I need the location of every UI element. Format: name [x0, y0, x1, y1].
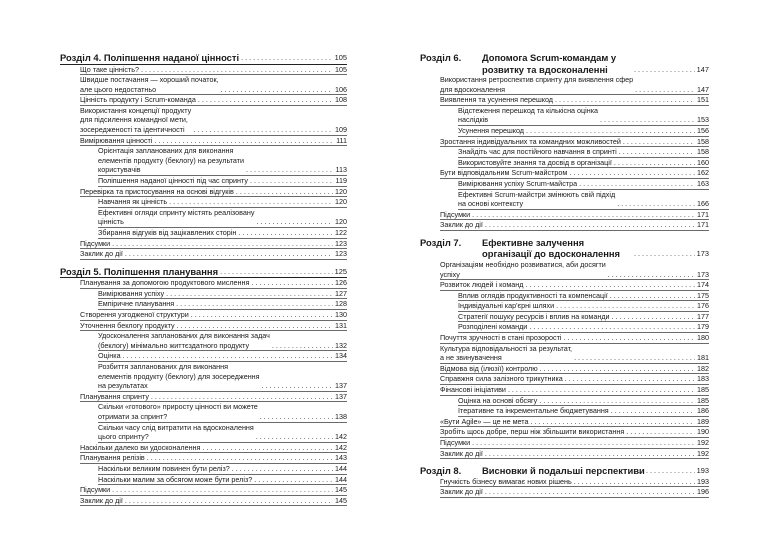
toc-page-number: 196	[697, 487, 709, 497]
toc-page-number: 193	[696, 466, 709, 476]
toc-subsection-entry[interactable]	[458, 158, 709, 169]
toc-entry-title: Підсумки	[440, 209, 471, 219]
toc-page-number: 171	[697, 209, 709, 219]
toc-dot-leader	[112, 485, 333, 495]
toc-section-entry[interactable]	[80, 278, 347, 289]
toc-page-number: 182	[697, 363, 709, 373]
toc-subsection-entry[interactable]	[458, 190, 709, 210]
toc-section-entry[interactable]	[80, 443, 347, 454]
toc-entry-title: Скільки «готового» приросту цінності ви можете отримати за спринт?	[98, 402, 258, 421]
toc-dot-leader	[238, 228, 333, 238]
toc-subsection-entry[interactable]	[98, 146, 347, 176]
toc-dot-leader	[147, 453, 333, 463]
toc-entry-title: Наскільки великим повинен бути реліз?	[98, 463, 230, 473]
toc-chapter-title: Висновки й подальші перспективи	[482, 465, 645, 477]
toc-section-entry[interactable]	[80, 485, 347, 496]
toc-dot-leader	[617, 199, 695, 209]
toc-entry-title: Зростання індивідуальних та командних можливостей	[440, 136, 621, 146]
toc-section-entry[interactable]	[80, 65, 347, 76]
toc-entry-title: Виявлення та усунення перешкод	[440, 95, 553, 105]
toc-page-number: 144	[335, 474, 347, 484]
toc-entry-title: Організаціям необхідно розвиватися, аби досягти успіху	[440, 259, 606, 279]
toc-dot-leader	[526, 126, 695, 136]
toc-page-number: 174	[697, 280, 709, 290]
toc-chapter-title: Ефективне залучення організації до вдосконалення	[482, 236, 621, 260]
toc-page-number: 109	[335, 125, 347, 135]
toc-page-number: 143	[335, 453, 347, 463]
toc-dot-leader	[241, 52, 333, 64]
toc-section-entry[interactable]	[80, 321, 347, 332]
toc-dot-leader	[531, 417, 695, 427]
toc-entry-title: Використання концепції продукту для підсилення командної мети, зосередженості та ідентичності	[80, 105, 192, 135]
toc-section-entry[interactable]	[440, 75, 709, 95]
toc-entry-title: Цінність продукту і Scrum-команда	[80, 95, 196, 105]
toc-entry-title: Оцінка	[98, 351, 121, 361]
toc-entry-title: Заклик до дії	[80, 495, 123, 505]
toc-entry-title: Усунення перешкод	[458, 125, 524, 135]
toc-entry-title: Розділ 5. Поліпшення планування	[60, 265, 219, 277]
toc-entry-title: Вимірювання успіху	[98, 288, 165, 298]
toc-page-number: 106	[335, 84, 347, 94]
toc-dot-leader	[250, 176, 334, 186]
toc-page-number: 192	[697, 438, 709, 447]
toc-entry-title: Використання ретроспектив спринту для виявлення сфер для вдосконалення	[440, 75, 634, 94]
toc-subsection-entry[interactable]	[98, 228, 347, 239]
toc-page-number: 181	[697, 353, 709, 363]
toc-section-entry[interactable]	[80, 392, 347, 403]
toc-page-number: 145	[335, 485, 347, 495]
toc-section-entry[interactable]	[440, 449, 709, 460]
toc-entry-title: Індивідуальні кар'єрні шляхи	[458, 301, 555, 311]
toc-subsection-entry[interactable]	[98, 289, 347, 300]
toc-dot-leader	[198, 95, 333, 105]
toc-page-number: 123	[335, 238, 347, 248]
toc-dot-leader	[634, 465, 695, 477]
toc-entry-title: Бути відповідальним Scrum-майстром	[440, 168, 568, 178]
toc-entry-title: Швидше постачання — хороший початок, але цього недостатньо	[80, 75, 219, 94]
toc-entry-title: Перевірка та пристосування на основі відгуків	[80, 186, 234, 196]
toc-page-number: 153	[697, 115, 709, 125]
toc-page-number: 175	[697, 290, 709, 300]
toc-page-number: 132	[335, 340, 347, 350]
toc-page-number: 173	[696, 249, 709, 259]
toc-dot-leader	[254, 475, 333, 485]
toc-page-number: 137	[335, 391, 347, 401]
toc-chapter-heading[interactable]	[420, 52, 709, 75]
toc-page-number: 176	[697, 301, 709, 311]
toc-entry-title: «Бути Agile» — це не мета	[440, 416, 529, 426]
toc-dot-leader	[525, 280, 695, 290]
toc-dot-leader	[485, 487, 695, 497]
toc-entry-title: Заклик до дії	[440, 220, 483, 230]
toc-entry-title: Розбиття запланованих для виконання елементів продукту (беклогу) для зосередження на результатах	[98, 362, 260, 391]
toc-page-number: 125	[334, 266, 347, 276]
toc-entry-title: Наскільки далеко ви удосконалення	[80, 442, 201, 452]
toc-dot-leader	[574, 353, 695, 363]
toc-left-column	[60, 52, 347, 506]
toc-dot-leader	[191, 310, 333, 320]
toc-subsection-entry[interactable]	[458, 147, 709, 158]
toc-section-entry[interactable]	[440, 168, 709, 179]
toc-entry-title: Розвиток людей і команд	[440, 280, 524, 290]
toc-page-number: 173	[697, 269, 709, 279]
toc-dot-leader	[221, 85, 333, 95]
toc-subsection-entry[interactable]	[98, 402, 347, 422]
toc-dot-leader	[556, 301, 695, 311]
toc-entry-title: Підсумки	[80, 485, 111, 495]
toc-page-number: 158	[697, 147, 709, 157]
toc-dot-leader	[569, 168, 695, 178]
toc-page-number: 126	[335, 278, 347, 288]
toc-page-number: 144	[335, 463, 347, 473]
toc-page-number: 190	[697, 427, 709, 437]
toc-section-entry[interactable]	[80, 106, 347, 136]
toc-dot-leader	[193, 125, 333, 135]
toc-dot-leader	[232, 464, 333, 474]
toc-subsection-entry[interactable]	[458, 301, 709, 312]
toc-dot-leader	[564, 333, 696, 343]
toc-dot-leader	[608, 270, 695, 280]
toc-chapter-label: Розділ 7.	[420, 236, 462, 248]
toc-subsection-entry[interactable]	[458, 126, 709, 137]
toc-page-number: 160	[697, 157, 709, 167]
toc-section-entry[interactable]	[80, 249, 347, 260]
toc-section-entry[interactable]	[440, 438, 709, 449]
toc-section-entry[interactable]	[440, 417, 709, 428]
toc-page-number: 137	[335, 381, 347, 391]
toc-page-number: 142	[335, 442, 347, 452]
toc-subsection-entry[interactable]	[98, 351, 347, 362]
toc-page-number: 138	[335, 412, 347, 421]
toc-entry-title: Збирання відгуків від зацікавлених сторін	[98, 228, 237, 237]
toc-entry-title: Емпіричне планування	[98, 299, 175, 309]
toc-section-entry[interactable]	[440, 137, 709, 148]
toc-entry-title: Удосконалення запланованих для виконання задач (беклогу) мінімально життєздатного продукту	[98, 331, 270, 350]
toc-entry-title: Створення узгодженої структури	[80, 310, 189, 320]
toc-dot-leader	[579, 179, 695, 189]
toc-entry-title: Культура відповідальності за результат, а не звинувачення	[440, 343, 573, 363]
toc-section-entry[interactable]	[80, 75, 347, 95]
toc-section-entry[interactable]	[440, 364, 709, 375]
toc-page-number: 166	[697, 199, 709, 209]
toc-dot-leader	[169, 197, 333, 207]
toc-entry-title: Планування спринту	[80, 391, 149, 401]
toc-page-number: 192	[697, 448, 709, 458]
toc-entry-title: Навчання як цінність	[98, 197, 168, 207]
toc-dot-leader	[634, 64, 695, 76]
toc-section-entry[interactable]	[80, 95, 347, 106]
toc-page-number: 130	[335, 310, 347, 320]
toc-section-entry[interactable]	[440, 95, 709, 106]
toc-section-entry[interactable]	[440, 344, 709, 364]
toc-page-number: 177	[697, 311, 709, 321]
toc-entry-title: Підсумки	[440, 438, 471, 447]
toc-entry-title: Зробіть щось добре, перш ніж збільшити використання	[440, 427, 625, 437]
toc-section-entry[interactable]	[80, 453, 347, 464]
toc-entry-title: Заклик до дії	[440, 448, 483, 458]
toc-entry-title: Справжня сила залізного трикутника	[440, 374, 563, 384]
toc-section-entry[interactable]	[440, 477, 709, 488]
toc-entry-title: Ітеративне та інкрементальне бюджетування	[458, 406, 609, 416]
toc-dot-leader	[256, 432, 333, 442]
toc-page-number: 147	[697, 84, 709, 94]
toc-subsection-entry[interactable]	[98, 423, 347, 443]
toc-section-entry[interactable]	[440, 385, 709, 396]
toc-page-number: 145	[335, 495, 347, 505]
toc-dot-leader	[472, 210, 695, 220]
toc-entry-title: Підсумки	[80, 238, 111, 248]
toc-chapter-title: Допомога Scrum-командам у розвитку та вдосконаленні	[482, 52, 617, 75]
toc-page-number: 108	[335, 95, 347, 105]
toc-entry-title: Розділ 4. Поліпшення наданої цінності	[60, 52, 240, 63]
toc-dot-leader	[485, 449, 695, 459]
toc-page-number: 180	[697, 333, 709, 343]
toc-dot-leader	[565, 374, 695, 384]
toc-dot-leader	[614, 158, 695, 168]
toc-dot-leader	[177, 321, 333, 331]
toc-dot-leader	[251, 278, 333, 288]
toc-section-entry[interactable]	[440, 333, 709, 344]
toc-page-number: 105	[334, 53, 347, 62]
toc-entry-title	[420, 52, 632, 75]
toc-dot-leader	[220, 266, 333, 278]
toc-entry-title: Стратегії пошуку ресурсів і вплив на команди	[458, 311, 610, 321]
toc-subsection-entry[interactable]	[98, 176, 347, 187]
toc-page-number: 128	[335, 299, 347, 309]
toc-dot-leader	[574, 477, 695, 487]
toc-entry-title: Заклик до дії	[440, 487, 483, 497]
toc-page-number: 158	[697, 136, 709, 146]
toc-page-number: 119	[335, 176, 347, 186]
toc-dot-leader	[485, 220, 695, 230]
toc-page-number: 142	[335, 432, 347, 442]
toc-entry-title: Вимірювання цінності	[80, 135, 153, 145]
toc-dot-leader	[202, 443, 333, 453]
toc-dot-leader	[256, 217, 333, 227]
toc-page-number: 120	[335, 197, 347, 207]
toc-dot-leader	[236, 187, 333, 197]
toc-section-entry[interactable]	[440, 427, 709, 438]
toc-dot-leader	[610, 291, 695, 301]
toc-entry-title: Скільки часу слід витратити на вдосконалення цього спринту?	[98, 422, 254, 442]
toc-entry-title: Знайдіть час для постійного навчання в спринті	[458, 147, 617, 157]
toc-page-number: 163	[697, 178, 709, 188]
toc-entry-title: Наскільки малим за обсягом може бути реліз?	[98, 474, 253, 484]
toc-dot-leader	[623, 137, 695, 147]
toc-page-number: 120	[335, 186, 347, 196]
toc-entry-title: Заклик до дії	[80, 249, 123, 259]
toc-dot-leader	[540, 364, 695, 374]
toc-page-number: 111	[336, 135, 347, 145]
toc-dot-leader	[634, 248, 695, 260]
toc-page-number: 186	[697, 406, 709, 416]
toc-dot-leader	[123, 351, 333, 361]
toc-dot-leader	[612, 312, 695, 322]
toc-dot-leader	[246, 165, 334, 175]
toc-section-entry[interactable]	[80, 136, 347, 147]
toc-subsection-entry[interactable]	[98, 299, 347, 310]
toc-entry-title: Відстеження перешкод та кількісна оцінка наслідків	[458, 105, 599, 125]
toc-subsection-entry[interactable]	[98, 208, 347, 228]
toc-chapter-label: Розділ 8.	[420, 465, 462, 477]
toc-entry-title: Відмова від (ілюзії) контролю	[440, 363, 538, 373]
toc-page-number: 162	[697, 168, 709, 178]
toc-entry-title: Ефективні Scrum-майстри змінюють свій підхід на основі контексту	[458, 189, 616, 209]
toc-dot-leader	[262, 381, 333, 391]
toc-subsection-entry[interactable]	[458, 396, 709, 407]
toc-section-entry[interactable]	[80, 496, 347, 507]
toc-dot-leader	[141, 65, 333, 75]
toc-entry-title: Розподілені команди	[458, 322, 528, 332]
toc-dot-leader	[635, 85, 695, 95]
toc-section-entry[interactable]	[80, 187, 347, 198]
toc-dot-leader	[600, 115, 695, 125]
toc-subsection-entry[interactable]	[98, 331, 347, 351]
toc-section-entry[interactable]	[440, 220, 709, 231]
toc-right-column	[420, 52, 709, 498]
toc-dot-leader	[611, 406, 695, 416]
toc-entry-title: Використовуйте знання та досвід в організації	[458, 157, 612, 167]
toc-entry-title: Планування за допомогою продуктового мислення	[80, 278, 250, 288]
toc-subsection-entry[interactable]	[458, 312, 709, 323]
toc-dot-leader	[555, 95, 695, 105]
toc-subsection-entry[interactable]	[458, 406, 709, 417]
toc-entry-title: Планування релізів	[80, 453, 145, 463]
toc-page-number: 179	[697, 322, 709, 332]
toc-dot-leader	[125, 496, 333, 506]
toc-page-number: 171	[697, 220, 709, 230]
toc-section-entry[interactable]	[80, 239, 347, 250]
toc-entry-title: Гнучкість бізнесу вимагає нових рішень	[440, 476, 572, 486]
toc-section-entry[interactable]	[440, 210, 709, 221]
toc-entry-title: Вимірювання успіху Scrum-майстра	[458, 178, 578, 188]
toc-page-number: 105	[335, 64, 347, 74]
toc-entry-title: Поліпшення наданої цінності під час спринту	[98, 176, 248, 186]
toc-chapter-heading[interactable]	[60, 52, 347, 65]
toc-dot-leader	[151, 392, 333, 402]
toc-section-entry[interactable]	[440, 280, 709, 291]
toc-entry-title: Почуття зручності в стані прозорості	[440, 333, 562, 343]
toc-dot-leader	[112, 239, 333, 249]
toc-page-number: 193	[697, 476, 709, 486]
toc-entry-title: Уточнення беклогу продукту	[80, 320, 175, 330]
toc-page-number: 147	[696, 64, 709, 74]
toc-section-entry[interactable]	[440, 374, 709, 385]
toc-dot-leader	[619, 147, 695, 157]
toc-dot-leader	[166, 289, 333, 299]
toc-section-entry[interactable]	[80, 310, 347, 321]
toc-dot-leader	[125, 249, 333, 259]
toc-entry-title: Вплив оглядів продуктивності та компенсації	[458, 290, 608, 300]
toc-subsection-entry[interactable]	[458, 106, 709, 126]
toc-chapter-heading[interactable]	[60, 266, 347, 279]
toc-dot-leader	[508, 385, 695, 395]
toc-dot-leader	[529, 322, 695, 332]
toc-page-number: 122	[335, 228, 347, 237]
toc-chapter-heading[interactable]	[420, 465, 709, 477]
toc-page-number: 131	[335, 320, 347, 330]
toc-page-number: 113	[335, 165, 347, 175]
toc-subsection-entry[interactable]	[98, 464, 347, 475]
toc-page-number: 151	[697, 95, 709, 105]
toc-entry-title: Орієнтація запланованих для виконання елементів продукту (беклогу) на результати користувачів	[98, 146, 244, 175]
toc-page-number: 120	[335, 217, 347, 227]
toc-entry-title: Оцінка на основі обсягу	[458, 395, 538, 405]
toc-subsection-entry[interactable]	[458, 179, 709, 190]
toc-entry-title	[420, 465, 645, 477]
toc-page-number: 123	[335, 249, 347, 259]
toc-section-entry[interactable]	[440, 260, 709, 280]
toc-dot-leader	[260, 412, 333, 422]
toc-entry-title: Ефективні огляди спринту містять реалізовану цінність	[98, 207, 255, 227]
toc-chapter-label: Розділ 6.	[420, 52, 462, 63]
toc-dot-leader	[539, 396, 695, 406]
toc-subsection-entry[interactable]	[98, 197, 347, 208]
toc-page-number: 156	[697, 125, 709, 135]
toc-page-number: 185	[697, 395, 709, 405]
toc-subsection-entry[interactable]	[458, 322, 709, 333]
toc-dot-leader	[626, 427, 695, 437]
toc-section-entry[interactable]	[440, 487, 709, 498]
toc-subsection-entry[interactable]	[98, 475, 347, 486]
toc-subsection-entry[interactable]	[458, 291, 709, 302]
toc-page-number: 183	[697, 374, 709, 384]
toc-page-number: 127	[335, 288, 347, 298]
toc-entry-title	[420, 237, 632, 260]
toc-dot-leader	[472, 438, 695, 448]
toc-dot-leader	[272, 341, 333, 351]
toc-page-number: 185	[697, 385, 709, 395]
toc-entry-title: Що таке цінність?	[80, 64, 140, 74]
toc-page-number: 189	[697, 416, 709, 426]
toc-entry-title: Фінансові ініціативи	[440, 385, 506, 395]
toc-dot-leader	[154, 136, 334, 146]
toc-subsection-entry[interactable]	[98, 362, 347, 392]
toc-chapter-heading[interactable]	[420, 237, 709, 260]
toc-dot-leader	[176, 299, 333, 309]
toc-page-number: 134	[335, 351, 347, 361]
